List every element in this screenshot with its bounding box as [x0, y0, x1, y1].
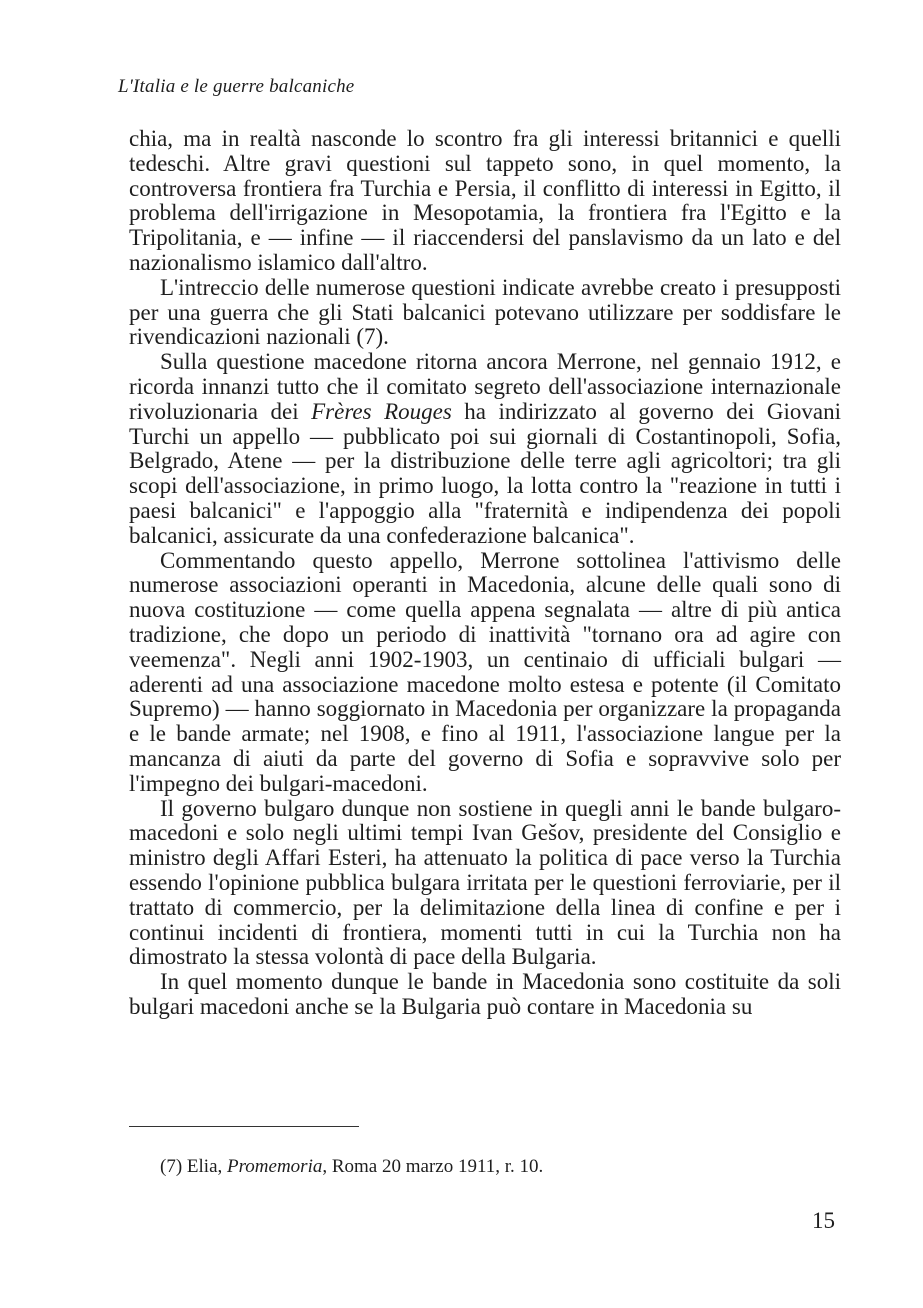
footnote-text-b: , Roma 20 marzo 1911, r. 10.	[322, 1156, 544, 1177]
paragraph-2: L'intreccio delle numerose questioni indicate avrebbe creato i presupposti per una guerra che gli Stati balcanici potevano utilizzare per soddisfare le rivendicazioni nazionali (7).	[129, 274, 841, 350]
footnote-divider	[129, 1126, 359, 1127]
paragraph-4: Commentando questo appello, Merrone sottolinea l'attivismo delle numerose associazioni operanti in Macedonia, alcune delle quali sono di nuova costituzione — come quella appena segnalata — altre di più antica tradizione, che dopo un periodo di inattività "tornano ora ad agire con veemenza". Negli anni 1902-1903, un centinaio di ufficiali bulgari — aderenti ad una associazione macedone molto estesa e potente (il Comitato Supremo) — hanno soggiornato in Macedonia per organizzare la propaganda e le bande armate; nel 1908, e fino al 1911, l'associazione langue per la mancanza di aiuti da parte del governo di Sofia e sopravvive solo per l'impegno dei bulgari-macedoni.	[129, 547, 841, 796]
running-title: L'Italia e le guerre balcaniche	[118, 76, 355, 97]
paragraph-3	[129, 350, 841, 548]
footnote-italic: Promemoria	[227, 1156, 323, 1177]
paragraph-1: chia, ma in realtà nasconde lo scontro fra gli interessi britannici e quelli tedeschi. Altre gravi questioni sul tappeto sono, in quel momento, la controversa frontiera fra Turchia e Persia, il conflitto di interessi in Egitto, il problema dell'irrigazione in Mesopotamia, la frontiera fra l'Egitto e la Tripolitania, e — infine — il riaccendersi del panslavismo da un lato e del nazionalismo islamico dall'altro.	[129, 126, 841, 275]
footnote-text-a: (7) Elia,	[160, 1156, 228, 1177]
main-text	[129, 127, 841, 1020]
paragraph-3-italic: Frères Rouges	[311, 398, 452, 424]
paragraph-3-text-a: Sulla questione macedone ritorna ancora Merrone, nel gennaio 1912, e ricorda innanzi tutto che il comitato segreto dell'associazione internazionale rivoluzionaria dei	[129, 349, 841, 424]
page-number: 15	[812, 1208, 835, 1233]
paragraph-6: In quel momento dunque le bande in Macedonia sono costituite da soli bulgari macedoni anche se la Bulgaria può contare in Macedonia su	[129, 969, 841, 1019]
footnote	[160, 1156, 543, 1178]
paragraph-3-text-b: ha indirizzato al governo dei Giovani Turchi un appello — pubblicato poi sui giornali di Costantinopoli, Sofia, Belgrado, Atene — per la distribuzione delle terre agli agricoltori; tra gli scopi dell'associazione, in primo luogo, la lotta contro la "reazione in tutti i paesi balcanici" e l'appoggio alla "fraternità e indipendenza dei popoli balcanici, assicurate da una confederazione balcanica".	[129, 398, 841, 548]
paragraph-5: Il governo bulgaro dunque non sostiene in quegli anni le bande bulgaro-macedoni e solo negli ultimi tempi Ivan Gešov, presidente del Consiglio e ministro degli Affari Esteri, ha attenuato la politica di pace verso la Turchia essendo l'opinione pubblica bulgara irritata per le questioni ferroviarie, per il trattato di commercio, per la delimitazione della linea di confine e per i continui incidenti di frontiera, momenti tutti in cui la Turchia non ha dimostrato la stessa volontà di pace della Bulgaria.	[129, 795, 841, 970]
